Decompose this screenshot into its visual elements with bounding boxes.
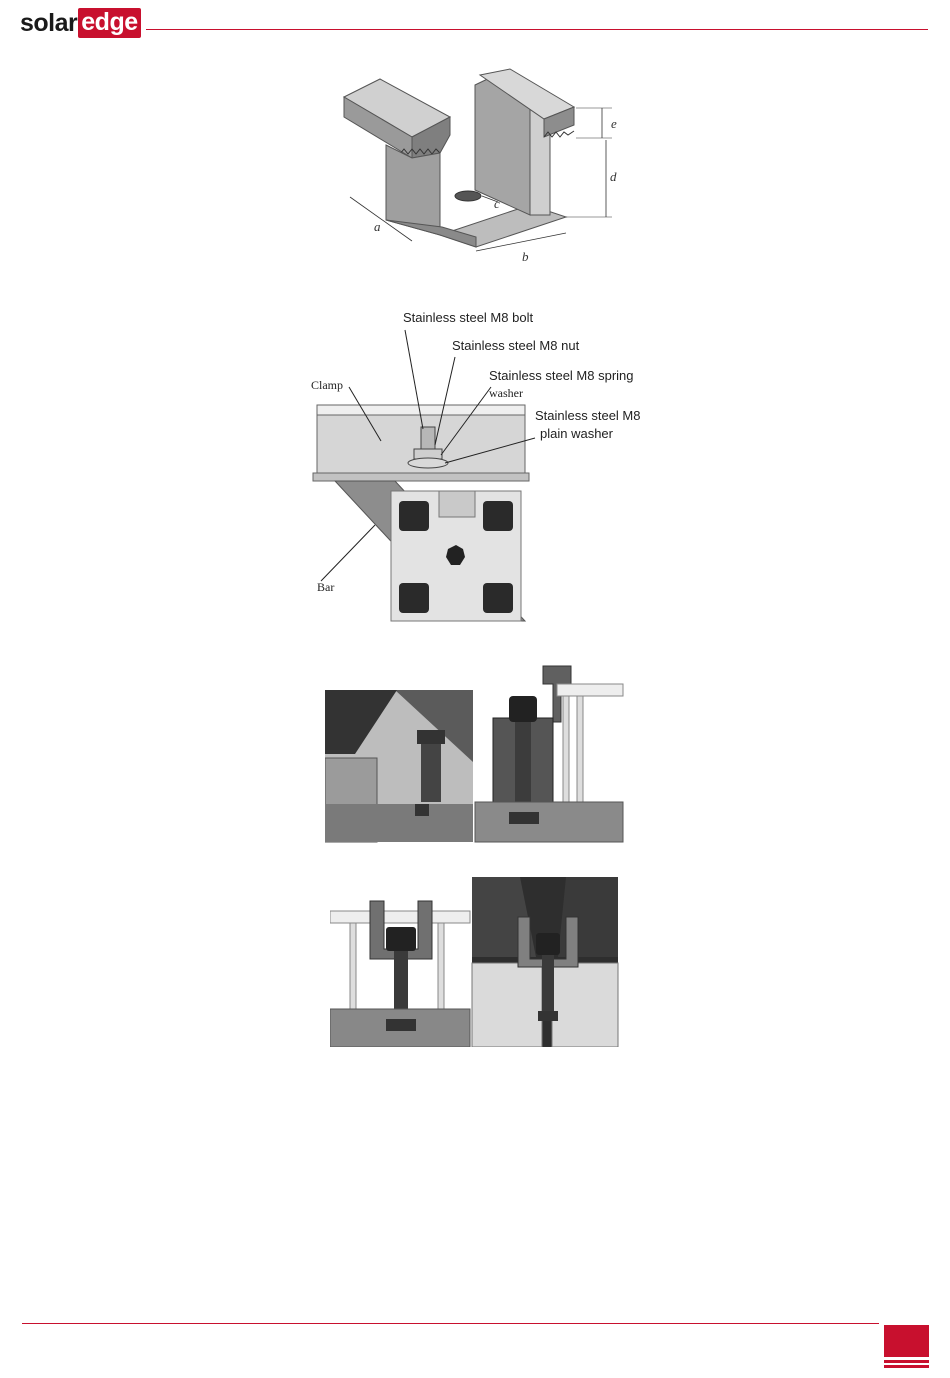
dim-label-d: d bbox=[610, 169, 617, 184]
end-clamp-install-figure bbox=[325, 662, 625, 844]
mid-clamp-install-figure bbox=[330, 877, 620, 1047]
dim-label-e: e bbox=[611, 116, 617, 131]
solaredge-logo bbox=[20, 8, 141, 38]
callout-bolt: Stainless steel M8 bolt bbox=[403, 310, 534, 325]
dim-label-c: c bbox=[494, 196, 500, 211]
dim-label-b: b bbox=[522, 249, 529, 264]
dim-label-a: a bbox=[374, 219, 381, 234]
clamp-dimension-figure bbox=[330, 65, 630, 265]
footer-rule bbox=[22, 1323, 879, 1324]
clamp-assembly-figure bbox=[295, 305, 670, 630]
logo-text-solar: solar bbox=[20, 8, 78, 37]
footer-brand-mark bbox=[884, 1325, 929, 1368]
label-bar: Bar bbox=[317, 580, 335, 594]
label-clamp: Clamp bbox=[311, 378, 343, 392]
callout-plain-washer-line1: Stainless steel M8 bbox=[535, 408, 641, 423]
callout-spring-washer-line2: washer bbox=[489, 386, 523, 400]
callout-spring-washer-line1: Stainless steel M8 spring bbox=[489, 368, 634, 383]
logo-text-edge: edge bbox=[78, 8, 140, 38]
callout-plain-washer-line2: plain washer bbox=[540, 426, 613, 441]
header-rule bbox=[146, 29, 928, 30]
callout-nut: Stainless steel M8 nut bbox=[452, 338, 580, 353]
